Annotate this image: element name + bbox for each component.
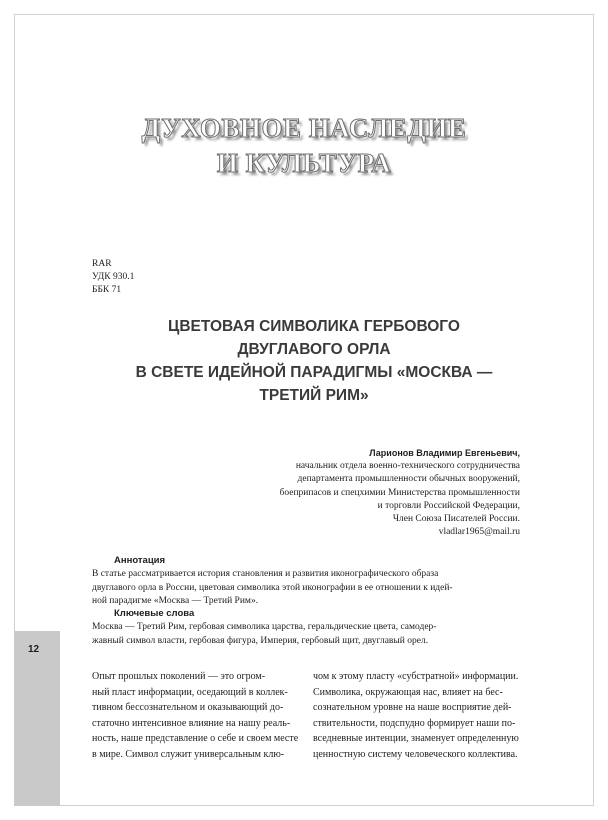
author-line: начальник отдела военно-технического сотрудничества	[295, 461, 520, 472]
body-line: вседневные интенции, знаменует определенную	[313, 733, 519, 744]
body-line: тивном бессознательном и оказывающий до-	[92, 702, 284, 713]
article-title-line: В СВЕТЕ ИДЕЙНОЙ ПАРАДИГМЫ «МОСКВА —	[135, 364, 493, 381]
author-block	[280, 447, 520, 539]
article-title-line: ТРЕТИЙ РИМ»	[259, 387, 369, 404]
section-title-line-2: И КУЛЬТУРА	[216, 148, 392, 178]
keywords-line: жавный символ власти, гербовая фигура, Империя, гербовый щит, двуглавый орел.	[92, 635, 429, 646]
annotation-label: Аннотация	[114, 555, 166, 566]
body-line: ствительности, подспудно формирует наши по-	[313, 717, 516, 729]
keywords-text	[92, 621, 522, 648]
author-line: боеприпасов и спецхимии Министерства промышленности	[279, 487, 520, 498]
meta-code: RAR	[92, 259, 112, 269]
page-number-tab	[14, 631, 60, 806]
annotation-text	[92, 568, 522, 609]
body-line: ценностную систему человеческого коллектива.	[313, 748, 518, 760]
author-line: и торговли Российской Федерации,	[377, 500, 520, 511]
body-line: Опыт прошлых поколений — это огром-	[92, 671, 266, 682]
meta-bbk: ББК 71	[92, 285, 122, 295]
section-title-line-1: ДУХОВНОЕ НАСЛЕДИЕ	[141, 113, 467, 143]
annotation-line: двуглавого орла в России, цветовая символика этой иконографии в ее отношении к идей-	[92, 582, 453, 593]
article-title-line: ДВУГЛАВОГО ОРЛА	[237, 341, 391, 358]
body-column-right	[313, 669, 541, 762]
keywords-label: Ключевые слова	[114, 608, 195, 619]
body-line: ный пласт информации, оседающий в коллек-	[92, 686, 288, 698]
author-line: департамента промышленности обычных вооружений,	[297, 474, 520, 485]
article-title-line: ЦВЕТОВАЯ СИМВОЛИКА ГЕРБОВОГО	[168, 318, 460, 335]
body-line: ность, наше представление о себе и своем месте	[92, 733, 299, 744]
body-line: сознательном уровне на наше восприятие дей-	[313, 702, 512, 713]
body-line: статочно интенсивное влияние на нашу реаль-	[92, 717, 291, 729]
annotation-line: В статье рассматривается история становления и развития иконографического образа	[92, 569, 439, 579]
meta-udk: УДК 930.1	[92, 272, 135, 282]
keywords-line: Москва — Третий Рим, гербовая символика царства, геральдические цвета, самодер-	[92, 622, 437, 632]
author-line: Член Союза Писателей России.	[392, 514, 520, 525]
author-name: Ларионов Владимир Евгеньевич,	[369, 448, 520, 458]
body-column-left	[92, 669, 304, 762]
body-line: Символика, окружающая нас, влияет на бес-	[313, 686, 503, 698]
body-line: чом к этому пласту «субстратной» информации.	[313, 671, 519, 682]
author-email: vladlar1965@mail.ru	[438, 527, 520, 538]
annotation-line: ной парадигме «Москва — Третий Рим».	[92, 596, 259, 606]
page-number: 12	[28, 644, 40, 655]
body-line: в мире. Символ служит универсальным клю-	[92, 748, 285, 760]
